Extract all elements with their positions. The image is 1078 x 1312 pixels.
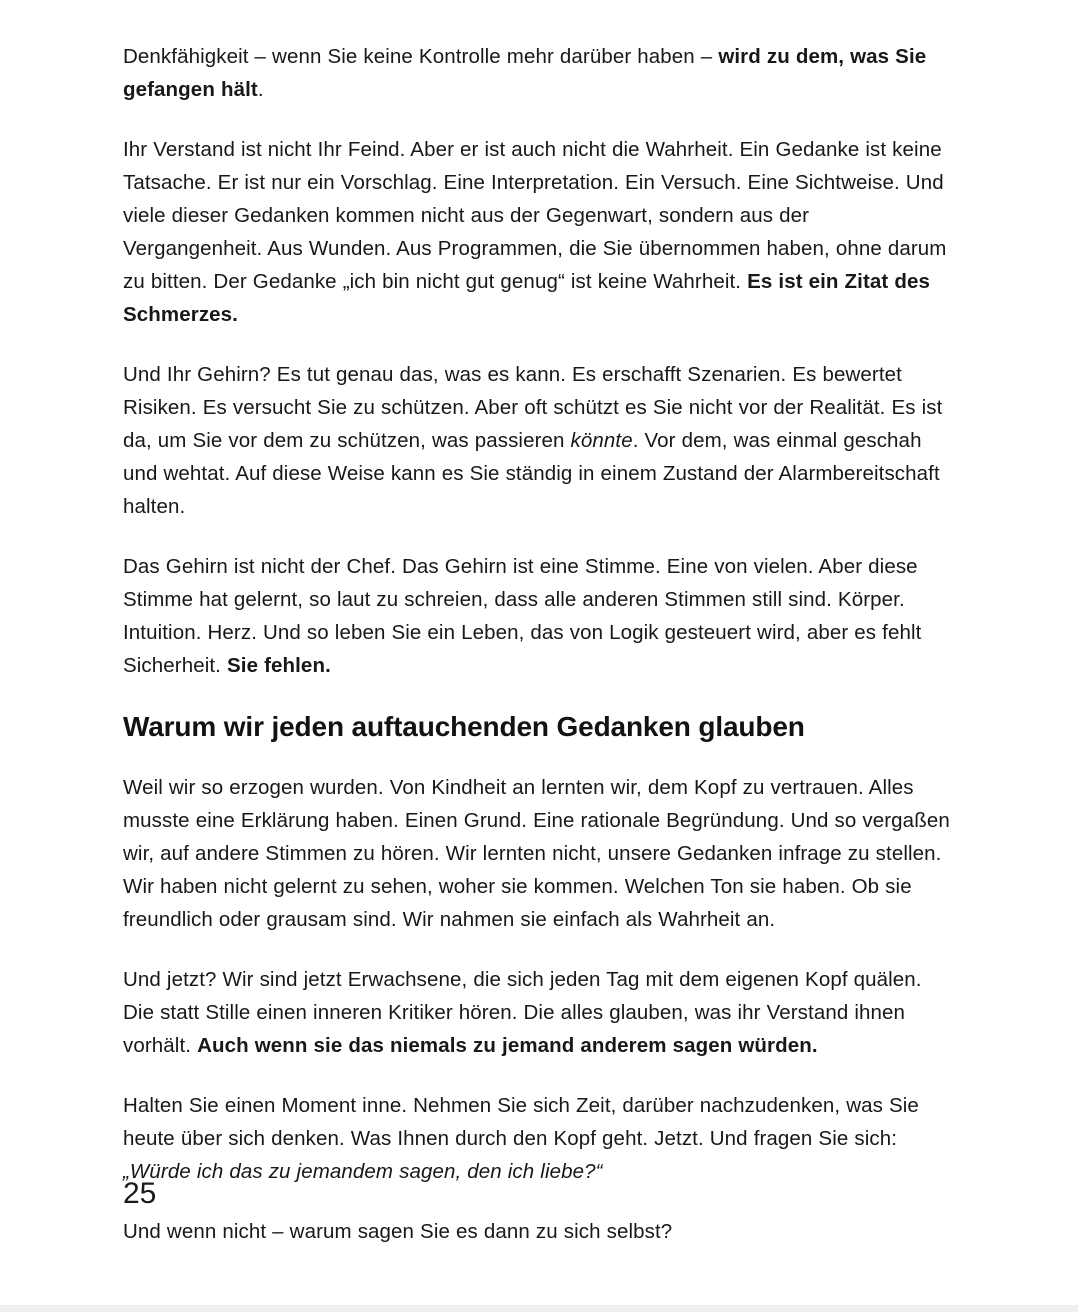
italic-run: „Würde ich das zu jemandem sagen, den ich liebe?“ [123,1160,603,1183]
page-bottom-edge [0,1305,1078,1312]
text-run: Und Ihr Gehirn? Es tut genau das, was es kann. Es erschafft Szenarien. Es bewertet Risiken. Es versucht Sie zu schützen. Aber oft schützt es Sie nicht vor der Realität. Es ist da, um Sie vor dem zu schützen, was passieren [123,363,943,452]
paragraph-group-after-heading [123,771,953,1248]
body-paragraph [123,1215,953,1248]
body-paragraph [123,40,953,106]
text-run: . Vor dem, was einmal geschah und wehtat. Auf diese Weise kann es Sie ständig in einem Zustand der Alarmbereitschaft halten. [123,429,940,518]
section-heading: Warum wir jeden auftauchenden Gedanken glauben [123,711,805,742]
text-run: Denkfähigkeit – wenn Sie keine Kontrolle mehr darüber haben – [123,45,719,68]
body-paragraph [123,550,953,682]
text-run: Weil wir so erzogen wurden. Von Kindheit an lernten wir, dem Kopf zu vertrauen. Alles musste eine Erklärung haben. Einen Grund. Eine rationale Begründung. Und so vergaßen wir, auf andere Stimmen zu hören. Wir lernten nicht, unsere Gedanken infrage zu stellen. Wir haben nicht gelernt zu sehen, woher sie kommen. Welchen Ton sie haben. Ob sie freundlich oder grausam sind. Wir nahmen sie einfach als Wahrheit an. [123,776,950,931]
text-run: Ihr Verstand ist nicht Ihr Feind. Aber er ist auch nicht die Wahrheit. Ein Gedanke ist keine Tatsache. Er ist nur ein Vorschlag. Eine Interpretation. Ein Versuch. Eine Sichtweise. Und viele dieser Gedanken kommen nicht aus der Gegenwart, sondern aus der Vergangenheit. Aus Wunden. Aus Programmen, die Sie übernommen haben, ohne darum zu bitten. Der Gedanke „ich bin nicht gut genug“ ist keine Wahrheit. [123,138,947,293]
page-number: 25 [123,1177,157,1210]
body-paragraph [123,1089,953,1188]
bold-run: Auch wenn sie das niemals zu jemand anderem sagen würden. [197,1034,818,1057]
text-run: Das Gehirn ist nicht der Chef. Das Gehirn ist eine Stimme. Eine von vielen. Aber diese Stimme hat gelernt, so laut zu schreien, dass alle anderen Stimmen still sind. Körper. Intuition. Herz. Und so leben Sie ein Leben, das von Logik gesteuert wird, aber es fehlt Sicherheit. [123,555,922,677]
text-run: Und wenn nicht – warum sagen Sie es dann zu sich selbst? [123,1220,673,1243]
paragraph-group-before-heading [123,40,953,682]
text-run: Halten Sie einen Moment inne. Nehmen Sie sich Zeit, darüber nachzudenken, was Sie heute über sich denken. Was Ihnen durch den Kopf geht. Jetzt. Und fragen Sie sich: [123,1094,919,1150]
bold-run: Es ist ein Zitat des Schmerzes. [123,270,930,326]
bold-run: wird zu dem, was Sie gefangen hält [123,45,927,101]
bold-run: Sie fehlen. [227,654,331,677]
page-content [123,40,953,1275]
italic-run: könnte [570,429,633,452]
body-paragraph [123,133,953,331]
text-run: Und jetzt? Wir sind jetzt Erwachsene, die sich jeden Tag mit dem eigenen Kopf quälen. Die statt Stille einen inneren Kritiker hören. Die alles glauben, was ihr Verstand ihnen vorhält. [123,968,922,1057]
body-paragraph [123,771,953,936]
body-paragraph [123,358,953,523]
text-run: . [257,78,264,101]
body-paragraph [123,963,953,1062]
